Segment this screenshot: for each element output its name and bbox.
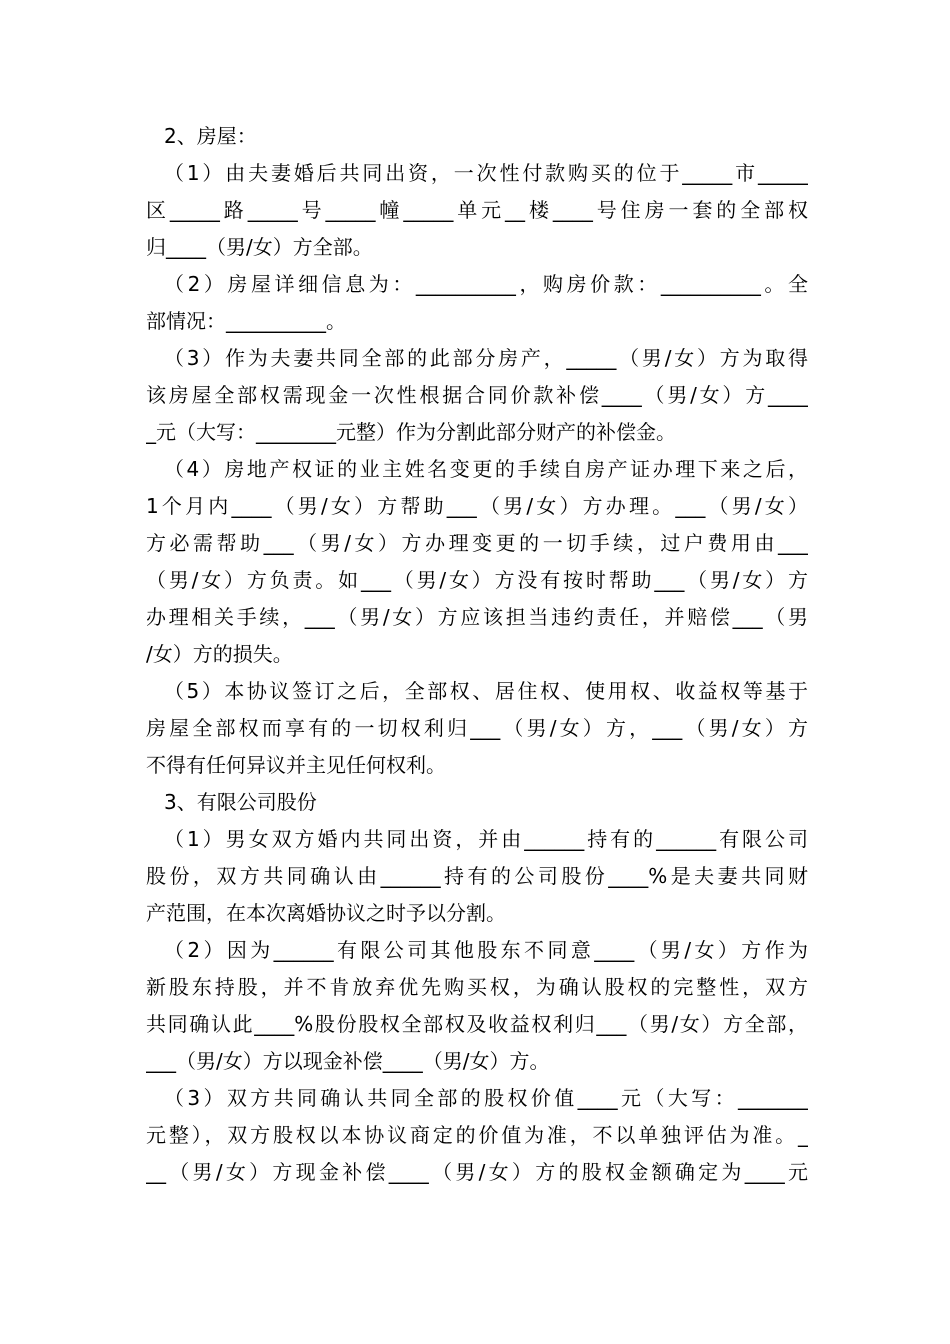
text-line: （5）本协议签订之后，全部权、居住权、使用权、收益权等基于 xyxy=(164,679,808,703)
text-line: （3）作为夫妻共同全部的此部分房产，_____（男/女）方为取得 xyxy=(164,346,808,370)
text-line: （2）因为______有限公司其他股东不同意____（男/女）方作为 xyxy=(164,938,808,962)
text-line: 归____（男/女）方全部。 xyxy=(146,235,373,259)
text-line: 不得有任何异议并主见任何权利。 xyxy=(146,753,446,777)
text-line: 部情况：__________。 xyxy=(146,309,346,333)
text-line: 房屋全部权而享有的一切权利归___（男/女）方，___（男/女）方 xyxy=(146,716,808,740)
text-line: 区_____路_____号_____幢_____单元__楼____号住房一套的全部权 xyxy=(146,198,808,222)
document-body xyxy=(146,118,808,1191)
text-line: 产范围，在本次离婚协议之时予以分割。 xyxy=(146,901,506,925)
text-line: 该房屋全部权需现金一次性根据合同价款补偿____（男/女）方____ xyxy=(146,383,808,407)
text-line: 股份，双方共同确认由______持有的公司股份____%是夫妻共同财 xyxy=(146,864,808,888)
text-line: 1个月内____（男/女）方帮助___（男/女）方办理。___（男/女） xyxy=(146,494,808,518)
text-line: __（男/女）方现金补偿____（男/女）方的股权金额确定为____元 xyxy=(146,1160,808,1184)
section-heading-company-shares: 3、有限公司股份 xyxy=(164,790,317,814)
text-line: _元（大写：________元整）作为分割此部分财产的补偿金。 xyxy=(146,420,676,444)
text-line: （1）男女双方婚内共同出资，并由______持有的______有限公司 xyxy=(164,827,808,851)
text-line: 办理相关手续，___（男/女）方应该担当违约责任，并赔偿___（男 xyxy=(146,605,808,629)
section-heading-house: 2、房屋： xyxy=(164,124,257,148)
text-line: （4）房地产权证的业主姓名变更的手续自房产证办理下来之后， xyxy=(164,457,808,481)
text-line: ___（男/女）方以现金补偿____（男/女）方。 xyxy=(146,1049,550,1073)
text-line: 元整），双方股权以本协议商定的价值为准，不以单独评估为准。_ xyxy=(146,1123,808,1147)
text-line: 方必需帮助___（男/女）方办理变更的一切手续，过户费用由___ xyxy=(146,531,808,555)
text-line: （1）由夫妻婚后共同出资，一次性付款购买的位于_____市_____ xyxy=(164,161,808,185)
text-line: （男/女）方负责。如___（男/女）方没有按时帮助___（男/女）方 xyxy=(146,568,808,592)
text-line: （3）双方共同确认共同全部的股权价值____元（大写：_______ xyxy=(164,1086,808,1110)
text-line: 共同确认此____%股份股权全部权及收益权利归___（男/女）方全部， xyxy=(146,1012,808,1036)
text-line: （2）房屋详细信息为：__________，购房价款：__________。全 xyxy=(164,272,808,296)
text-line: 新股东持股，并不肯放弃优先购买权，为确认股权的完整性，双方 xyxy=(146,975,808,999)
text-line: /女）方的损失。 xyxy=(146,642,293,666)
